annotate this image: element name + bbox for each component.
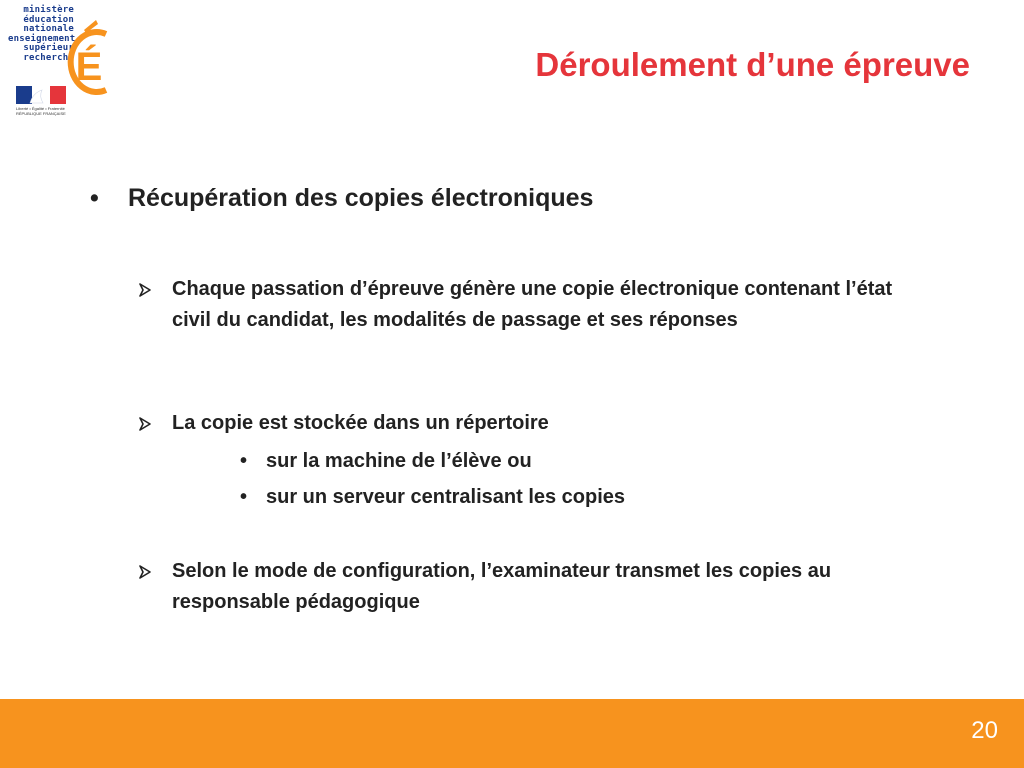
marianne-flag-icon [16,86,66,104]
e-emblem-icon [62,16,120,96]
bullet-dot-icon: • [240,486,248,508]
flag-caption [16,106,76,116]
logo-line: enseignement [8,33,76,44]
footer-bar [0,699,1024,768]
point-text: La copie est stockée dans un répertoire [172,412,549,434]
bullet-dot-icon: • [240,450,248,472]
logo-line: nationale [23,24,74,35]
main-bullet-text: Récupération des copies électroniques [128,184,594,212]
logo-line: recherche [23,52,74,63]
page-number: 20 [971,717,998,744]
logo-line: supérieur [23,43,74,54]
arrow-bullet-icon [138,565,152,579]
bullet-dot-icon: • [90,184,99,212]
logo-line: éducation [23,14,74,25]
point-text: Chaque passation d’épreuve génère une copie électronique contenant l’état civil du candidat, les modalités de passage et ses réponses [172,278,893,331]
subpoint-text: sur un serveur centralisant les copies [266,486,626,508]
arrow-bullet-icon [138,417,152,431]
subpoint-text: sur la machine de l’élève ou [266,450,532,472]
point-text: Selon le mode de configuration, l’examinateur transmet les copies au responsable pédagogique [172,560,832,613]
slide-title: Déroulement d’une épreuve [535,46,970,83]
arrow-bullet-icon [138,283,152,297]
logo-line: ministère [23,5,74,15]
flag-republic: RÉPUBLIQUE FRANÇAISE [16,111,66,116]
flag-motto: Liberté • Égalité • Fraternité [16,106,65,111]
emblem-letter: É [75,45,103,89]
